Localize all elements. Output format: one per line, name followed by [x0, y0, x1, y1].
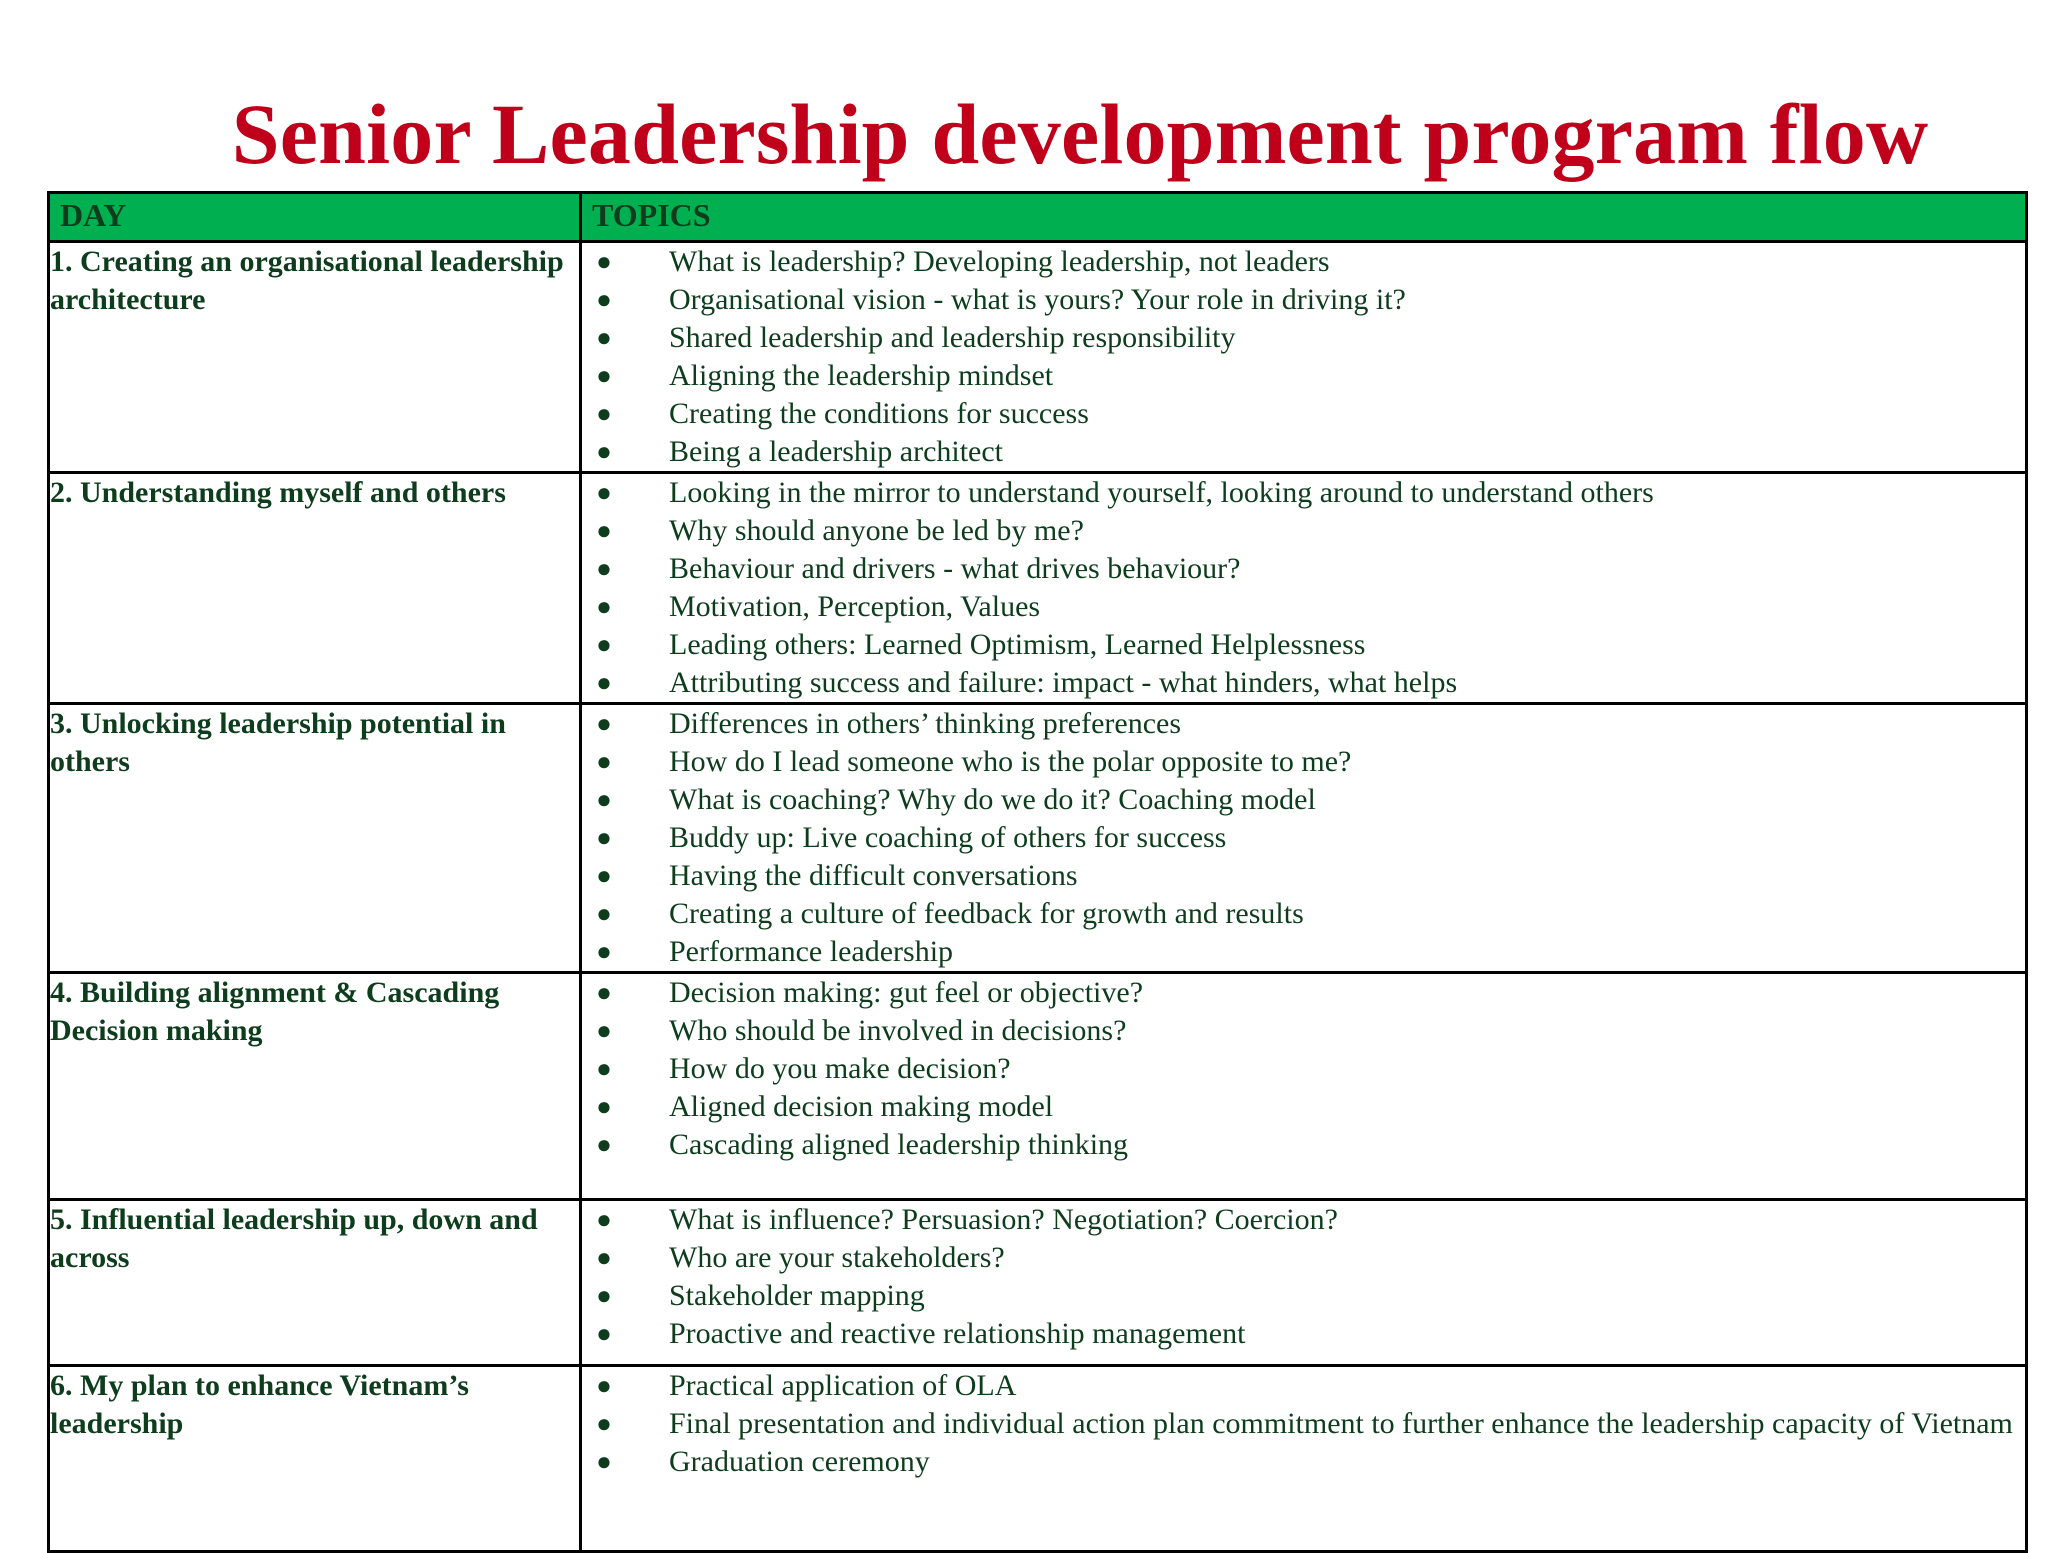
- topic-text: Who are your stakeholders?: [669, 1241, 1005, 1274]
- topic-item: [582, 974, 2025, 1012]
- topic-text: Having the difficult conversations: [669, 859, 1078, 892]
- bullet-icon: ●: [596, 747, 612, 776]
- topic-item: [582, 1126, 2025, 1164]
- topics-cell: [581, 704, 2027, 973]
- day-cell: 1. Creating an organisational leadership architecture: [49, 242, 581, 473]
- day-cell: 6. My plan to enhance Vietnam’s leadership: [49, 1366, 581, 1552]
- table-row: [49, 473, 2027, 704]
- table-row: [49, 1200, 2027, 1366]
- day-cell: 5. Influential leadership up, down and across: [49, 1200, 581, 1366]
- topic-text: Leading others: Learned Optimism, Learned Helplessness: [669, 628, 1366, 661]
- bullet-icon: ●: [596, 978, 612, 1007]
- bullet-icon: ●: [596, 1319, 612, 1348]
- day-cell: 2. Understanding myself and others: [49, 473, 581, 704]
- bullet-icon: ●: [596, 1371, 612, 1400]
- topic-text: What is influence? Persuasion? Negotiation? Coercion?: [669, 1203, 1338, 1236]
- topics-cell: [581, 973, 2027, 1200]
- topic-text: Aligning the leadership mindset: [669, 359, 1054, 392]
- bullet-icon: ●: [596, 1281, 612, 1310]
- topic-text: Creating a culture of feedback for growth and results: [669, 897, 1304, 930]
- topic-item: [582, 1050, 2025, 1088]
- topic-item: [582, 857, 2025, 895]
- topic-item: [582, 395, 2025, 433]
- bullet-icon: ●: [596, 478, 612, 507]
- topic-text: Why should anyone be led by me?: [669, 514, 1084, 547]
- topic-item: [582, 664, 2025, 702]
- bullet-icon: ●: [596, 437, 612, 466]
- bullet-icon: ●: [596, 554, 612, 583]
- bullet-icon: ●: [596, 785, 612, 814]
- topics-cell: [581, 1366, 2027, 1552]
- day-cell: 4. Building alignment & Cascading Decision making: [49, 973, 581, 1200]
- topic-item: [582, 588, 2025, 626]
- topic-item: [582, 1443, 2025, 1481]
- bullet-icon: ●: [596, 709, 612, 738]
- topics-column-header: TOPICS: [581, 193, 2027, 242]
- bullet-icon: ●: [596, 1130, 612, 1159]
- topic-text: Final presentation and individual action plan commitment to further enhance the leadership capacity of Vietnam: [669, 1407, 2013, 1440]
- topic-text: Creating the conditions for success: [669, 397, 1089, 430]
- topic-item: [582, 433, 2025, 471]
- topic-text: Aligned decision making model: [669, 1090, 1054, 1123]
- day-cell: 3. Unlocking leadership potential in others: [49, 704, 581, 973]
- bullet-icon: ●: [596, 361, 612, 390]
- bullet-icon: ●: [596, 823, 612, 852]
- topics-cell: [581, 1200, 2027, 1366]
- topic-text: Practical application of OLA: [669, 1369, 1017, 1402]
- topic-item: [582, 1367, 2025, 1405]
- bullet-icon: ●: [596, 668, 612, 697]
- topic-text: Buddy up: Live coaching of others for success: [669, 821, 1227, 854]
- bullet-icon: ●: [596, 630, 612, 659]
- day-column-header: DAY: [49, 193, 581, 242]
- topic-item: [582, 1201, 2025, 1239]
- topic-list: [582, 974, 2025, 1164]
- topic-item: [582, 933, 2025, 971]
- topic-item: [582, 512, 2025, 550]
- bullet-icon: ●: [596, 899, 612, 928]
- topic-item: [582, 1315, 2025, 1353]
- header-row: [49, 193, 2027, 242]
- topic-item: [582, 319, 2025, 357]
- topic-text: Performance leadership: [669, 935, 954, 968]
- topic-text: Who should be involved in decisions?: [669, 1014, 1127, 1047]
- bullet-icon: ●: [596, 323, 612, 352]
- topic-item: [582, 474, 2025, 512]
- table-row: [49, 973, 2027, 1200]
- topic-item: [582, 1088, 2025, 1126]
- topic-item: [582, 819, 2025, 857]
- bullet-icon: ●: [596, 247, 612, 276]
- bullet-icon: ●: [596, 861, 612, 890]
- topic-item: [582, 705, 2025, 743]
- table-row: [49, 242, 2027, 473]
- table-row: [49, 1366, 2027, 1552]
- bullet-icon: ●: [596, 1092, 612, 1121]
- page-title: Senior Leadership development program flow: [231, 86, 1929, 182]
- table-body: [49, 242, 2027, 1552]
- bullet-icon: ●: [596, 399, 612, 428]
- topic-text: Shared leadership and leadership responsibility: [669, 321, 1236, 354]
- table-row: [49, 704, 2027, 973]
- topic-list: [582, 1201, 2025, 1353]
- topic-item: [582, 781, 2025, 819]
- topic-item: [582, 1405, 2025, 1443]
- topics-cell: [581, 242, 2027, 473]
- topic-text: What is leadership? Developing leadership, not leaders: [669, 245, 1330, 278]
- topic-text: Proactive and reactive relationship management: [669, 1317, 1246, 1350]
- topic-text: Differences in others’ thinking preferences: [669, 707, 1182, 740]
- topic-text: Graduation ceremony: [669, 1445, 930, 1478]
- topic-item: [582, 1277, 2025, 1315]
- topic-item: [582, 243, 2025, 281]
- topic-text: What is coaching? Why do we do it? Coaching model: [669, 783, 1316, 816]
- bullet-icon: ●: [596, 1447, 612, 1476]
- bullet-icon: ●: [596, 516, 612, 545]
- bullet-icon: ●: [596, 1054, 612, 1083]
- topic-text: How do I lead someone who is the polar opposite to me?: [669, 745, 1352, 778]
- topics-cell: [581, 473, 2027, 704]
- topic-text: Organisational vision - what is yours? Your role in driving it?: [669, 283, 1406, 316]
- bullet-icon: ●: [596, 1243, 612, 1272]
- topic-item: [582, 626, 2025, 664]
- topic-item: [582, 550, 2025, 588]
- topic-list: [582, 243, 2025, 471]
- topic-text: Motivation, Perception, Values: [669, 590, 1041, 623]
- topic-text: Being a leadership architect: [669, 435, 1004, 468]
- bullet-icon: ●: [596, 285, 612, 314]
- topic-text: Behaviour and drivers - what drives behaviour?: [669, 552, 1241, 585]
- table-header: [49, 193, 2027, 242]
- topic-item: [582, 1012, 2025, 1050]
- topic-list: [582, 474, 2025, 702]
- topic-text: Looking in the mirror to understand yourself, looking around to understand others: [669, 476, 1654, 509]
- topic-text: Attributing success and failure: impact - what hinders, what helps: [669, 666, 1458, 699]
- topic-list: [582, 1367, 2025, 1481]
- bullet-icon: ●: [596, 1016, 612, 1045]
- topic-text: How do you make decision?: [669, 1052, 1011, 1085]
- topic-item: [582, 743, 2025, 781]
- bullet-icon: ●: [596, 1205, 612, 1234]
- topic-item: [582, 281, 2025, 319]
- bullet-icon: ●: [596, 937, 612, 966]
- topic-text: Decision making: gut feel or objective?: [669, 976, 1144, 1009]
- bullet-icon: ●: [596, 592, 612, 621]
- topic-item: [582, 895, 2025, 933]
- topic-item: [582, 357, 2025, 395]
- program-table: [47, 191, 2028, 1553]
- topic-item: [582, 1239, 2025, 1277]
- topic-text: Cascading aligned leadership thinking: [669, 1128, 1129, 1161]
- bullet-icon: ●: [596, 1409, 612, 1438]
- topic-list: [582, 705, 2025, 971]
- topic-text: Stakeholder mapping: [669, 1279, 925, 1312]
